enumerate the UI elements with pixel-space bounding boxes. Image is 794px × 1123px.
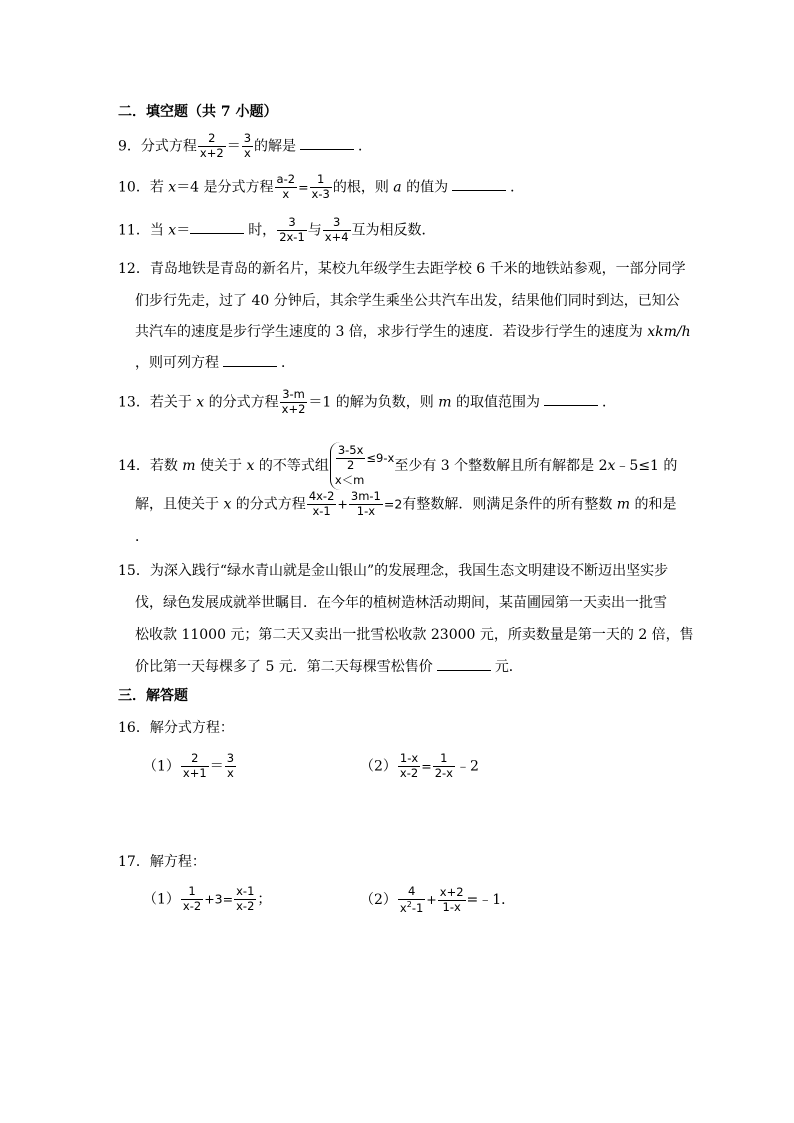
fraction: $\frac{3m-1}{1-x}$ bbox=[350, 489, 381, 518]
fraction: $\frac{4}{x^2-1}$ bbox=[399, 884, 424, 915]
fraction: $\frac{x+2}{1-x}$ bbox=[439, 884, 464, 914]
question-12-line-4: ，则可列方程 ． bbox=[135, 355, 295, 371]
fraction: $\frac{x-1}{x-2}$ bbox=[236, 884, 255, 913]
question-14-line-1: 14．若数 m 使关于 x 的不等式组 $\frac{3-5x}{2}$ ≤9-x x＜m 至少有 3 个整数解且所有解都是 2x﹣5≤1 的 bbox=[118, 442, 677, 490]
question-15-line-4: 价比第一天每棵多了 5 元．第二天每棵雪松售价 元． bbox=[135, 659, 523, 675]
question-11: 11．当 x＝ 时， $\frac{3}{2x-1}$ 与 $\frac{3}{x+4}$ 互为相反数． bbox=[118, 215, 436, 244]
fraction: $\frac{2}{x+1}$ bbox=[182, 751, 207, 780]
question-17-title: 17．解方程： bbox=[118, 854, 206, 870]
question-number: 14． bbox=[118, 457, 150, 474]
question-text: 分式方程 bbox=[140, 138, 197, 155]
question-12-line-1: 12．青岛地铁是青岛的新名片，某校九年级学生去距学校 6 千米的地铁站参观，一部分同学 bbox=[118, 261, 686, 277]
question-12-line-3: 共汽车的速度是步行学生速度的 3 倍，求步行学生的速度．若设步行学生的速度为 xkm/h bbox=[135, 324, 691, 340]
fraction: $\frac{1-x}{x-2}$ bbox=[399, 751, 419, 780]
question-15-line-3: 松收款 11000 元；第二天又卖出一批雪松收款 23000 元，所卖数量是第一天的 2 倍，售 bbox=[135, 627, 694, 643]
question-15-line-1: 15．为深入践行“绿水青山就是金山银山”的发展理念，我国生态文明建设不断迈出坚实步 bbox=[118, 563, 669, 579]
question-number: 11． bbox=[118, 222, 150, 239]
question-16-part-1: （1） $\frac{2}{x+1}$ ＝ $\frac{3}{x}$ bbox=[143, 751, 235, 780]
fraction: $\frac{2}{x+2}$ bbox=[199, 131, 224, 160]
fraction: $\frac{3-m}{x+2}$ bbox=[281, 387, 306, 416]
question-number: 9． bbox=[118, 138, 141, 155]
section-2-heading: 二．填空题（共 7 小题） bbox=[118, 104, 278, 120]
question-14-line-3: ． bbox=[135, 529, 149, 545]
fraction: $\frac{a-2}{x}$ bbox=[276, 172, 296, 201]
question-number: 10． bbox=[118, 179, 150, 196]
fraction: $\frac{3-5x}{2}$ bbox=[337, 443, 364, 472]
answer-blank[interactable] bbox=[437, 669, 491, 671]
fraction: $\frac{4x-2}{x-1}$ bbox=[308, 489, 335, 518]
question-number: 13． bbox=[118, 394, 150, 411]
question-14-line-2: 解，且使关于 x 的分式方程 $\frac{4x-2}{x-1}$ + $\frac{3m-1}{1-x}$ =2有整数解．则满足条件的所有整数 m 的和是 bbox=[135, 489, 677, 518]
answer-blank[interactable] bbox=[190, 232, 244, 234]
question-16-title: 16．解分式方程： bbox=[118, 720, 234, 736]
question-9: 9．分式方程 $\frac{2}{x+2}$ ＝ $\frac{3}{x}$ 的解是 ． bbox=[118, 131, 373, 160]
question-17-part-2: （2） $\frac{4}{x^2-1}$ + $\frac{x+2}{1-x}$ =﹣1． bbox=[360, 884, 516, 915]
question-10: 10．若 x＝4 是分式方程 $\frac{a-2}{x}$ = $\frac{1}{x-3}$ 的根，则 a 的值为 ． bbox=[118, 172, 525, 201]
question-17-part-1: （1） $\frac{1}{x-2}$ +3= $\frac{x-1}{x-2}$ ； bbox=[143, 884, 272, 913]
fraction: $\frac{3}{x+4}$ bbox=[324, 215, 349, 244]
section-3-heading: 三．解答题 bbox=[118, 688, 188, 704]
inequality-system: $\frac{3-5x}{2}$ ≤9-x x＜m bbox=[330, 442, 395, 490]
question-16-part-2: （2） $\frac{1-x}{x-2}$ = $\frac{1}{2-x}$ ﹣2 bbox=[360, 751, 479, 780]
answer-blank[interactable] bbox=[223, 365, 277, 367]
fraction: $\frac{1}{x-3}$ bbox=[311, 172, 330, 201]
fraction: $\frac{3}{x}$ bbox=[226, 751, 235, 780]
answer-blank[interactable] bbox=[452, 189, 506, 191]
question-15-line-2: 伐，绿色发展成就举世瞩目．在今年的植树造林活动期间，某苗圃园第一天卖出一批雪 bbox=[135, 595, 667, 611]
question-12-line-2: 们步行先走，过了 40 分钟后，其余学生乘坐公共汽车出发，结果他们同时到达，已知公 bbox=[135, 293, 680, 309]
answer-blank[interactable] bbox=[300, 148, 354, 150]
question-13: 13．若关于 x 的分式方程 $\frac{3-m}{x+2}$ ＝1 的解为负数，则 m 的取值范围为 ． bbox=[118, 387, 616, 416]
fraction: $\frac{1}{x-2}$ bbox=[182, 884, 202, 913]
fraction: $\frac{3}{x}$ bbox=[243, 131, 252, 160]
fraction: $\frac{1}{2-x}$ bbox=[434, 751, 453, 780]
fraction: $\frac{3}{2x-1}$ bbox=[279, 215, 305, 244]
answer-blank[interactable] bbox=[544, 404, 598, 406]
